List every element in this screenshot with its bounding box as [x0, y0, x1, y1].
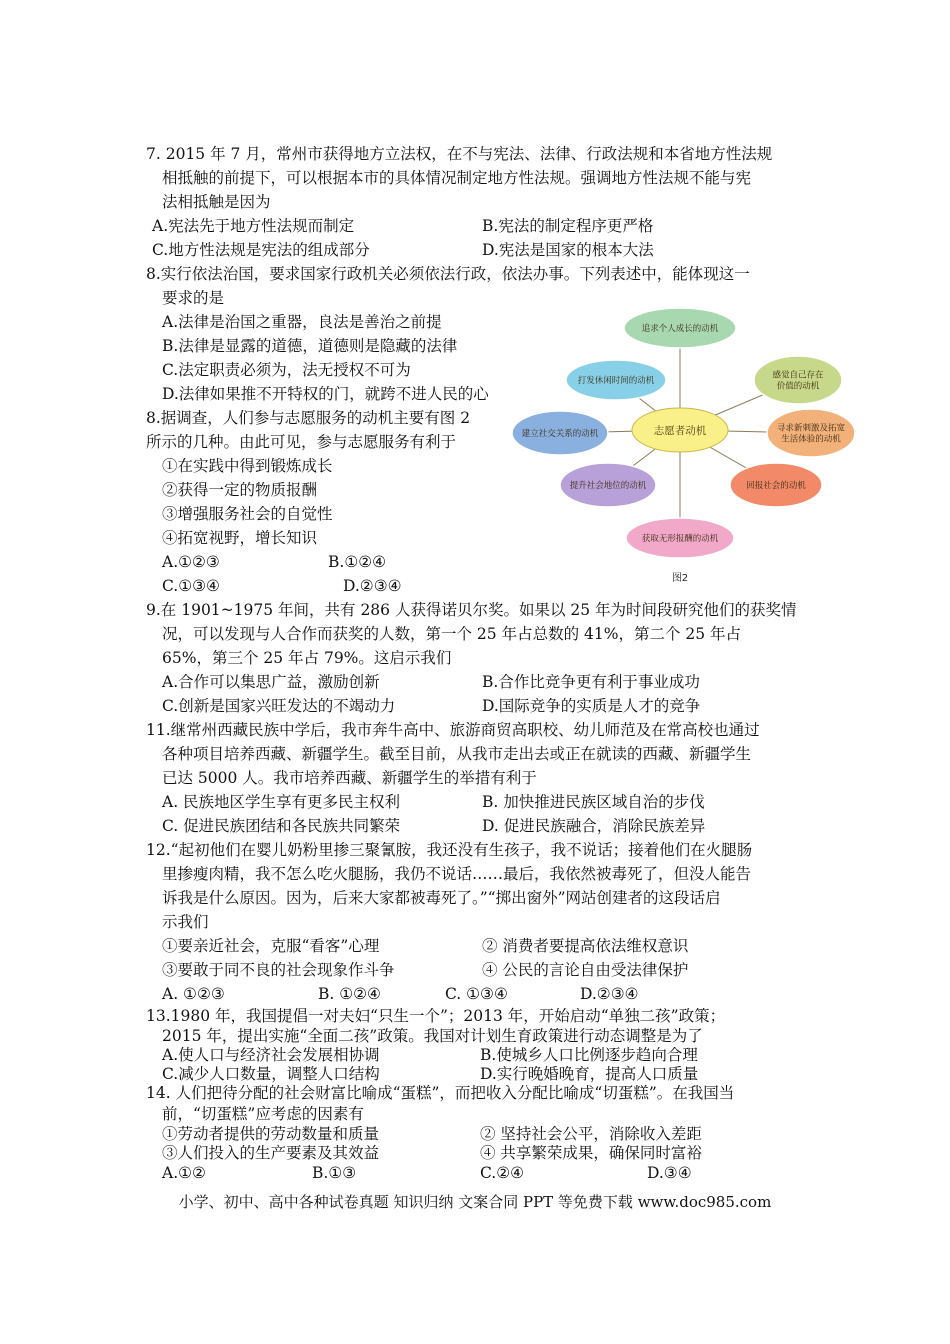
q13-option-d: D.实行晚婚晚育，提高人口质量 [480, 1065, 699, 1083]
q12-item-1: ①要亲近社会，克服“看客”心理 [162, 937, 380, 955]
q14-item-1: ①劳动者提供的劳动数量和质量 [162, 1125, 380, 1143]
q7-option-b: B.宪法的制定程序更严格 [482, 217, 654, 235]
q13-stem-line-1: 13.1980 年，我国提倡一对夫妇“只生一个”；2013 年，开始启动“单独二孩”政策； [146, 1007, 726, 1025]
q14-option-d: D.③④ [647, 1164, 692, 1182]
q7-option-c: C.地方性法规是宪法的组成部分 [152, 241, 370, 259]
q8a-option-c: C.法定职责必须为，法无授权不可为 [162, 361, 411, 379]
q13-option-b: B.使城乡人口比例逐步趋向合理 [480, 1046, 698, 1064]
diagram-node-3 [767, 409, 854, 457]
q14-option-a: A.①② [162, 1164, 206, 1182]
q14-item-2: ② 坚持社会公平，消除收入差距 [480, 1125, 702, 1143]
q9-option-c: C.创新是国家兴旺发达的不竭动力 [162, 697, 396, 715]
diagram-node-7 [512, 411, 608, 455]
q8b-item-4: ④拓宽视野，增长知识 [162, 529, 318, 547]
q11-option-d: D. 促进民族融合，消除民族差异 [482, 817, 706, 835]
diagram-node-8 [566, 360, 666, 400]
q12-option-a: A. ①②③ [162, 985, 225, 1003]
q12-stem-line-4: 示我们 [162, 913, 209, 931]
q8b-stem-line-1: 8.据调查，人们参与志愿服务的动机主要有图 2 [146, 409, 471, 427]
diagram-node-label: 获取无形报酬的动机 [641, 534, 719, 544]
q8a-stem-line-1: 8.实行依法治国，要求国家行政机关必须依法行政，依法办事。下列表述中，能体现这一 [146, 265, 750, 283]
q7-stem-line-2: 相抵触的前提下，可以根据本市的具体情况制定地方性法规。强调地方性法规不能与宪 [162, 169, 752, 187]
q11-option-c: C. 促进民族团结和各民族共同繁荣 [162, 817, 401, 835]
q7-stem-line-3: 法相抵触是因为 [162, 193, 271, 211]
q8b-item-1: ①在实践中得到锻炼成长 [162, 457, 333, 475]
diagram-node-label: 感觉自己存在价值的动机 [772, 370, 824, 392]
diagram-node-label: 寻求新刺激及拓宽生活体验的动机 [776, 423, 846, 445]
q13-option-c: C.减少人口数量，调整人口结构 [162, 1065, 380, 1083]
diagram-node-4 [730, 463, 822, 507]
q8a-option-d: D.法律如果推不开特权的门，就跨不进人民的心 [162, 385, 489, 403]
diagram-node-1 [624, 308, 736, 348]
q11-option-a: A. 民族地区学生享有更多民主权利 [162, 793, 401, 811]
q7-option-a: A.宪法先于地方性法规而制定 [152, 217, 355, 235]
q12-stem-line-3: 诉我是什么原因。因为，后来大家都被毒死了。”“掷出窗外”网站创建者的这段话启 [162, 889, 721, 907]
q12-stem-line-1: 12.“起初他们在婴儿奶粉里掺三聚氰胺，我还没有生孩子，我不说话；接着他们在火腿肠 [146, 841, 753, 859]
q12-stem-line-2: 里掺瘦肉精，我不怎么吃火腿肠，我仍不说话……最后，我依然被毒死了，但没人能告 [162, 865, 752, 883]
diagram-node-label: 回报社会的动机 [746, 481, 806, 491]
q11-option-b: B. 加快推进民族区域自治的步伐 [482, 793, 705, 811]
q14-item-3: ③人们投入的生产要素及其效益 [162, 1144, 380, 1162]
q8b-option-b: B.①②④ [328, 553, 387, 571]
q8a-option-a: A.法律是治国之重器，良法是善治之前提 [162, 313, 442, 331]
q12-option-c: C. ①③④ [445, 985, 508, 1003]
q12-item-4: ④ 公民的言论自由受法律保护 [482, 961, 689, 979]
q11-stem-line-1: 11.继常州西藏民族中学后，我市奔牛高中、旅游商贸高职校、幼儿师范及在常高校也通过 [146, 721, 760, 739]
q14-option-c: C.②④ [480, 1164, 525, 1182]
q12-option-d: D.②③④ [580, 985, 639, 1003]
diagram-node-label: 建立社交关系的动机 [521, 429, 599, 439]
q14-item-4: ④ 共享繁荣成果，确保同时富裕 [480, 1144, 702, 1162]
q8b-option-c: C.①③④ [162, 577, 220, 595]
diagram-node-2 [754, 356, 842, 404]
q9-stem-line-2: 况，可以发现与人合作而获奖的人数，第一个 25 年占总数的 41%，第二个 25 年占 [162, 625, 742, 643]
q14-option-b: B.①③ [312, 1164, 357, 1182]
q8b-stem-line-2: 所示的几种。由此可见，参与志愿服务有利于 [146, 433, 457, 451]
diagram-node-label: 追求个人成长的动机 [641, 324, 719, 334]
q11-stem-line-2: 各种项目培养西藏、新疆学生。截至目前，从我市走出去或正在就读的西藏、新疆学生 [162, 745, 752, 763]
q9-option-b: B.合作比竞争更有利于事业成功 [482, 673, 700, 691]
diagram-node-6 [560, 463, 656, 507]
q8a-stem-line-2: 要求的是 [162, 289, 225, 307]
q9-option-a: A.合作可以集思广益，激励创新 [162, 673, 380, 691]
q9-option-d: D.国际竞争的实质是人才的竞争 [482, 697, 701, 715]
diagram-node-5 [626, 518, 734, 558]
q9-stem-line-1: 9.在 1901~1975 年间，共有 286 人获得诺贝尔奖。如果以 25 年为时间段研究他们的获奖情 [146, 601, 797, 619]
q14-stem-line-1: 14. 人们把待分配的社会财富比喻成“蛋糕”，而把收入分配比喻成“切蛋糕”。在我国当 [146, 1084, 735, 1102]
q12-item-3: ③要敢于同不良的社会现象作斗争 [162, 961, 395, 979]
figure-caption: 图2 [671, 573, 689, 584]
q12-option-b: B. ①②④ [318, 985, 381, 1003]
diagram-node-label: 打发休闲时间的动机 [577, 376, 655, 386]
q13-option-a: A.使人口与经济社会发展相协调 [162, 1046, 380, 1064]
q11-stem-line-3: 已达 5000 人。我市培养西藏、新疆学生的举措有利于 [162, 769, 537, 787]
q8b-option-d: D.②③④ [343, 577, 402, 595]
q8b-item-3: ③增强服务社会的自觉性 [162, 505, 333, 523]
q13-stem-line-2: 2015 年，提出实施“全面二孩”政策。我国对计划生育政策进行动态调整是为了 [162, 1027, 703, 1045]
page-footer: 小学、初中、高中各种试卷真题 知识归纳 文案合同 PPT 等免费下载 www.doc985.com [178, 1193, 772, 1211]
q14-stem-line-2: 前，“切蛋糕”应考虑的因素有 [162, 1105, 364, 1123]
diagram-node-label: 提升社会地位的动机 [569, 481, 647, 491]
q8b-option-a: A.①②③ [162, 553, 220, 571]
q7-stem-line-1: 7. 2015 年 7 月，常州市获得地方立法权，在不与宪法、法律、行政法规和本省地方性法规 [146, 145, 773, 163]
motivation-diagram [508, 308, 854, 584]
diagram-center-label: 志愿者动机 [653, 425, 707, 437]
q12-item-2: ② 消费者要提高依法维权意识 [482, 937, 689, 955]
q8a-option-b: B.法律是显露的道德，道德则是隐藏的法律 [162, 337, 458, 355]
q7-option-d: D.宪法是国家的根本大法 [482, 241, 654, 259]
q9-stem-line-3: 65%，第三个 25 年占 79%。这启示我们 [162, 649, 452, 667]
q8b-item-2: ②获得一定的物质报酬 [162, 481, 318, 499]
